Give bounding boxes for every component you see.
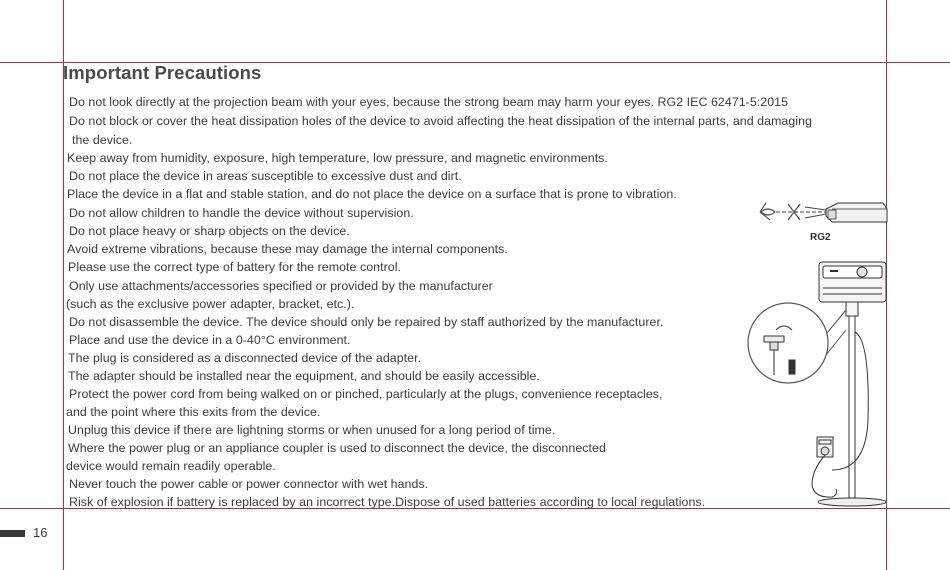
precaution-line: Place the device in a flat and stable station, and do not place the device on a surface that is prone to vibration. <box>67 187 677 201</box>
power-outlet-icon <box>812 437 837 497</box>
precaution-line: Do not block or cover the heat dissipation holes of the device to avoid affecting the heat dissipation of the internal parts, and damaging <box>69 114 813 128</box>
precaution-line: device would remain readily operable. <box>66 459 276 473</box>
precaution-line: Do not look directly at the projection beam with your eyes, because the strong beam may harm your eyes. RG2 IEC 62471-5:2015 <box>69 95 789 109</box>
precaution-line: Do not disassemble the device. The device should only be repaired by staff authorized by the manufacturer. <box>69 315 664 329</box>
precaution-line: Do not place heavy or sharp objects on the device. <box>69 224 350 238</box>
precaution-line: Where the power plug or an appliance coupler is used to disconnect the device, the disconnected <box>68 441 606 455</box>
precaution-line: (such as the exclusive power adapter, bracket, etc.). <box>66 297 355 311</box>
beam-class-label: RG2 <box>810 232 831 243</box>
precaution-line: Risk of explosion if battery is replaced by an incorrect type.Dispose of used batteries according to local regulations. <box>69 495 706 509</box>
precaution-line: Never touch the power cable or power connector with wet hands. <box>69 477 429 491</box>
precaution-line: Place and use the device in a 0-40°C environment. <box>69 333 351 347</box>
precaution-line: and the point where this exits from the device. <box>66 405 321 419</box>
precaution-line: Do not allow children to handle the device without supervision. <box>69 206 414 220</box>
page-number: 16 <box>33 525 48 540</box>
precaution-line: The adapter should be installed near the equipment, and should be easily accessible. <box>68 369 540 383</box>
precaution-line: The plug is considered as a disconnected device of the adapter. <box>68 351 422 365</box>
precaution-line: Protect the power cord from being walked on or pinched, particularly at the plugs, convenience receptacles, <box>69 387 663 401</box>
precaution-line: Only use attachments/accessories specified or provided by the manufacturer <box>69 279 493 293</box>
precaution-line: Avoid extreme vibrations, because these may damage the internal components. <box>67 242 508 256</box>
precaution-line: the device. <box>72 133 133 147</box>
projector-icon <box>826 203 887 222</box>
page-number-bar <box>0 530 25 537</box>
eye-warning-icon <box>760 203 828 220</box>
precaution-line: Please use the correct type of battery for the remote control. <box>68 260 401 274</box>
precaution-line: Unplug this device if there are lightning storms or when unused for a long period of time. <box>68 423 556 437</box>
precaution-line: Do not place the device in areas susceptible to excessive dust and dirt. <box>69 169 462 183</box>
projector-stand-icon <box>748 262 886 506</box>
page-title: Important Precautions <box>63 62 262 83</box>
precaution-line: Keep away from humidity, exposure, high temperature, low pressure, and magnetic environments. <box>67 151 608 165</box>
